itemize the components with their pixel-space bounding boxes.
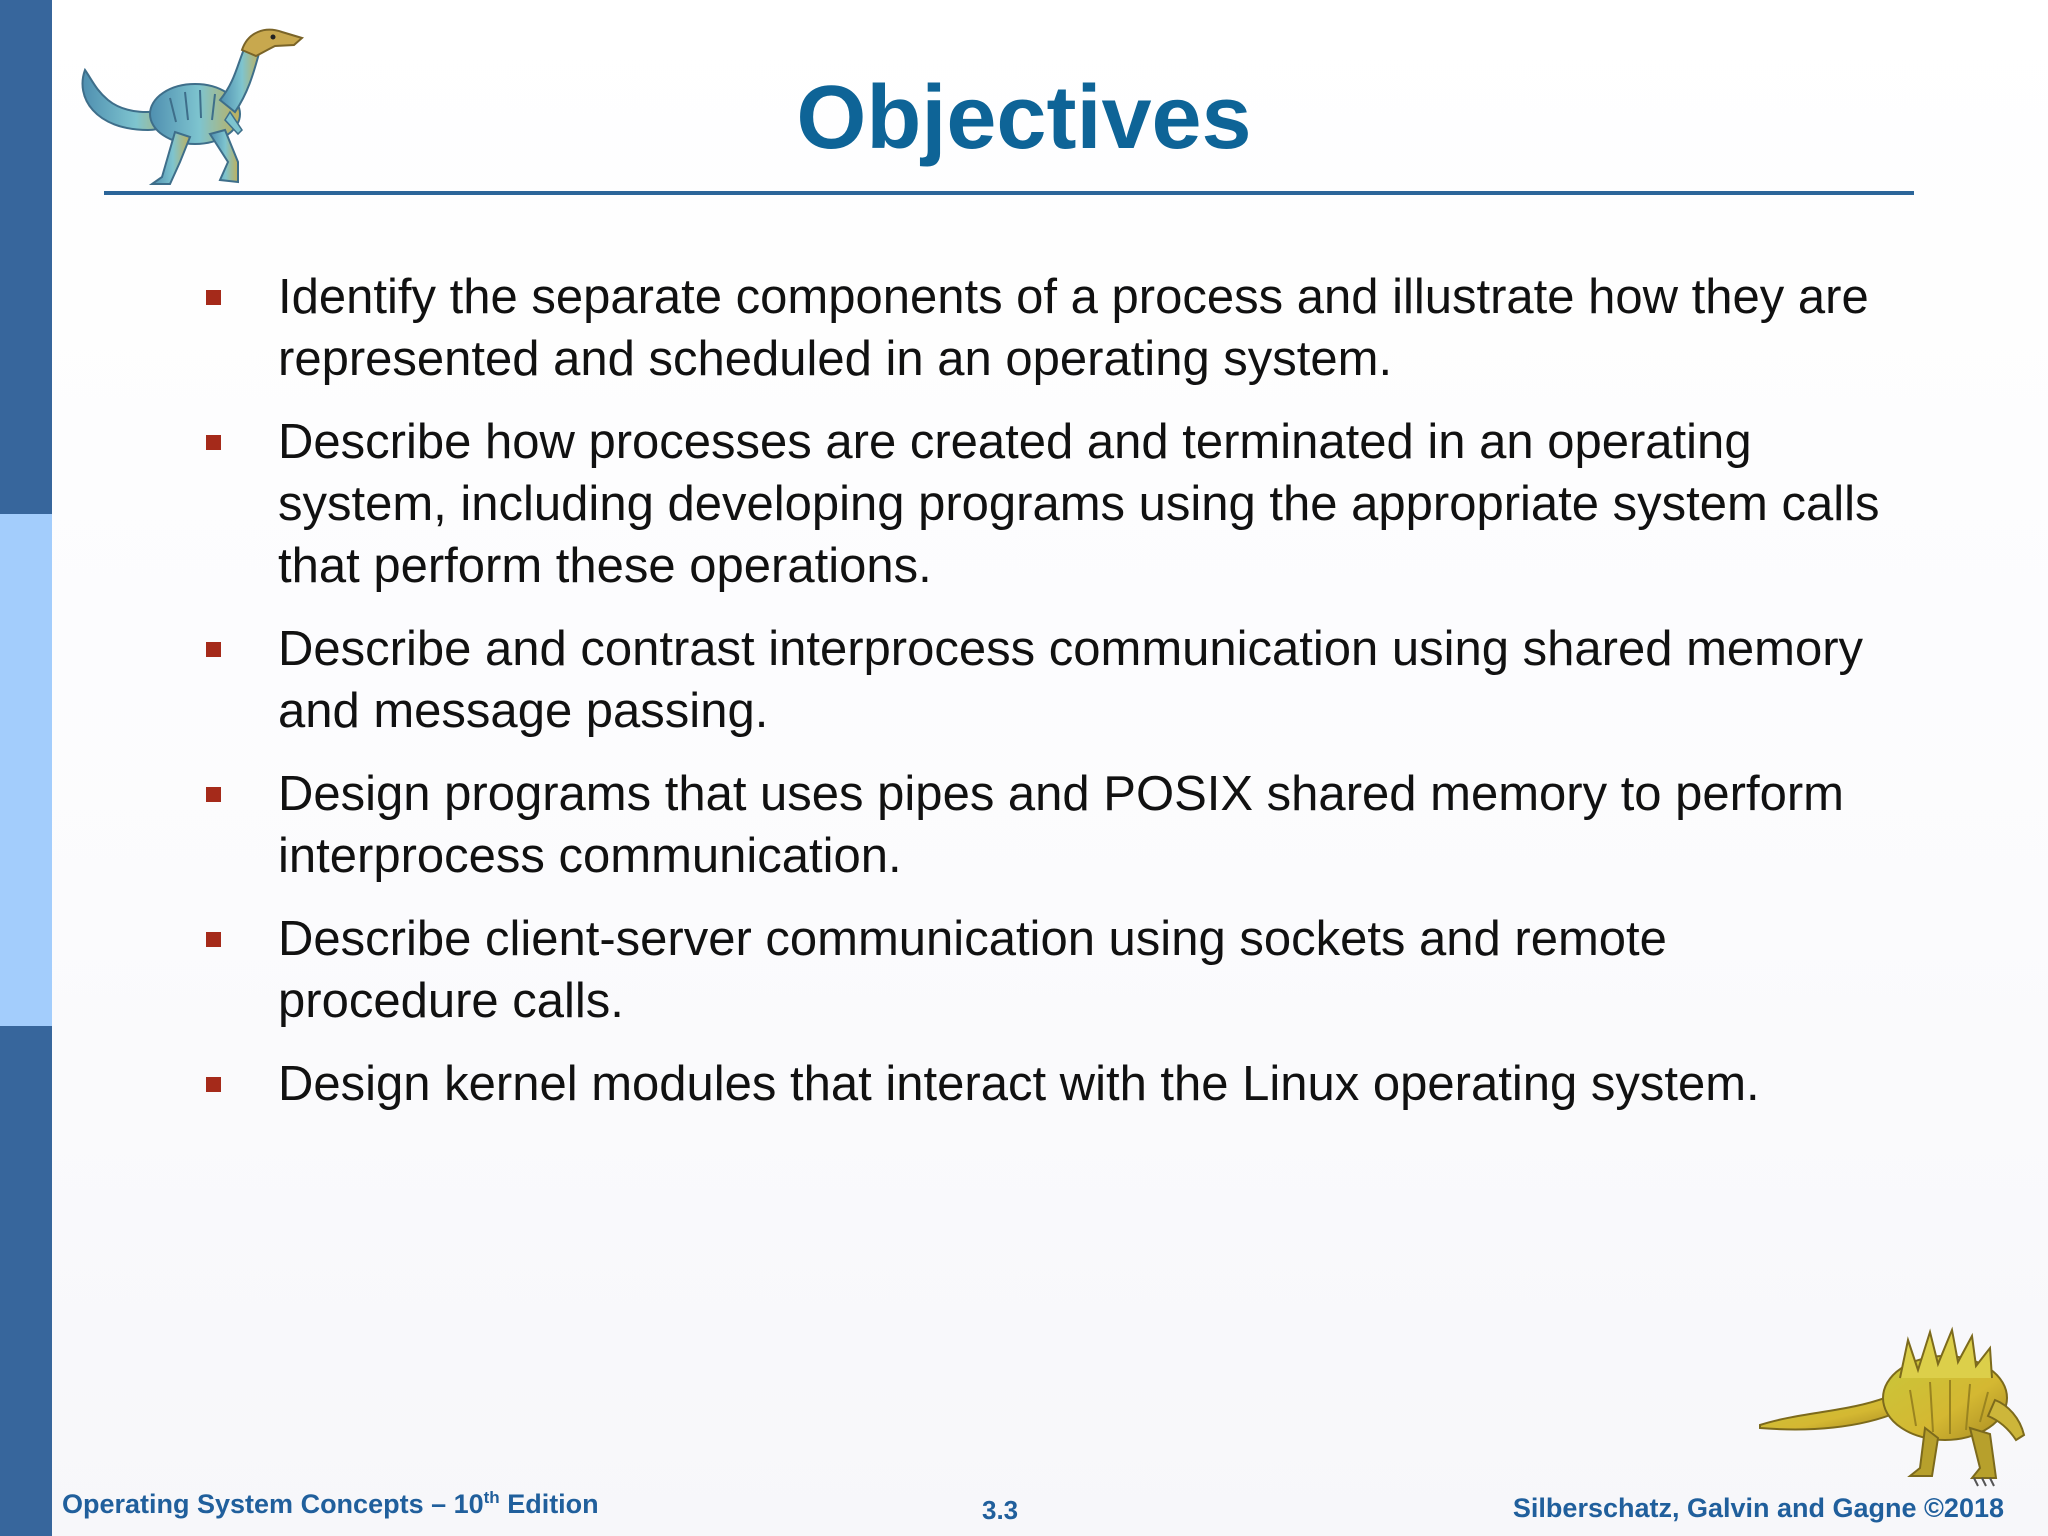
slide-number: 3.3: [982, 1495, 1019, 1525]
footer-book-title-prefix: Operating System Concepts – 10: [62, 1489, 484, 1519]
footer-book-title-superscript: th: [483, 1488, 500, 1507]
side-bar: [0, 0, 52, 1536]
bullet-square-icon: [206, 642, 221, 657]
bullet-square-icon: [206, 1077, 221, 1092]
bullet-square-icon: [206, 932, 221, 947]
list-item: [200, 266, 1900, 390]
footer-book-title: [62, 1486, 599, 1522]
objectives-list: [200, 266, 1900, 1136]
bullet-square-icon: [206, 787, 221, 802]
list-item: [200, 1053, 1900, 1115]
bullet-square-icon: [206, 290, 221, 305]
list-item: [200, 763, 1900, 887]
bullet-square-icon: [206, 435, 221, 450]
list-item-text: Describe client-server communication using sockets and remote procedure calls.: [278, 912, 1667, 1028]
side-bar-middle-segment: [0, 514, 52, 1026]
footer-book-title-suffix: Edition: [499, 1489, 599, 1519]
footer-authors: Silberschatz, Galvin and Gagne ©2018: [1512, 1493, 2004, 1523]
list-item-text: Describe and contrast interprocess communication using shared memory and message passing.: [278, 622, 1864, 738]
list-item: [200, 411, 1900, 597]
list-item: [200, 908, 1900, 1032]
list-item-text: Design kernel modules that interact with the Linux operating system.: [278, 1057, 1760, 1111]
page-title: Objectives: [796, 68, 1252, 168]
list-item-text: Identify the separate components of a process and illustrate how they are represented and scheduled in an operating system.: [278, 270, 1869, 386]
list-item-text: Design programs that uses pipes and POSIX shared memory to perform interprocess communication.: [278, 767, 1844, 883]
title-divider: [104, 191, 1914, 195]
side-bar-bottom-segment: [0, 1026, 52, 1536]
list-item-text: Describe how processes are created and terminated in an operating system, including developing programs using the appropriate system calls that perform these operations.: [278, 415, 1880, 593]
list-item: [200, 618, 1900, 742]
dinosaur-icon: [1740, 1300, 2040, 1490]
